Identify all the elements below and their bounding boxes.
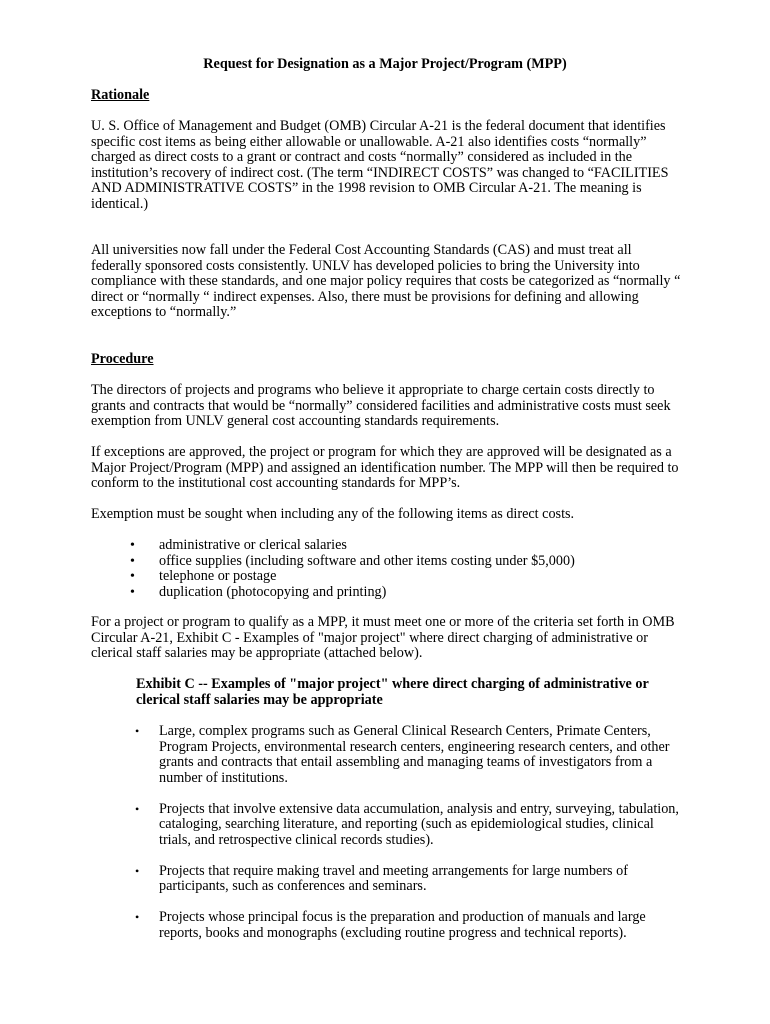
procedure-paragraph-1: The directors of projects and programs who believe it appropriate to charge certain costs directly to grants and contracts that would be “normally” considered facilities and administrative costs must seek exemption from UNLV general cost accounting standards requirements. — [91, 382, 671, 429]
list-item — [0, 724, 681, 786]
rationale-paragraph-1: U. S. Office of Management and Budget (OMB) Circular A-21 is the federal document that identifies specific cost items as being either allowable or unallowable. A-21 also identifies costs “normally” charged as direct costs to a grant or contract and costs “normally” considered as included in the institution’s recovery of indirect cost. (The term “INDIRECT COSTS” was changed to “FACILITIES AND ADMINISTRATIVE COSTS” in the 1998 revision to OMB Circular A-21. The meaning is identical.) — [91, 118, 669, 212]
bullet-icon: • — [130, 538, 135, 553]
procedure-paragraph-4: For a project or program to qualify as a MPP, it must meet one or more of the criteria set forth in OMB Circular A-21, Exhibit C - Examples of "major project" where direct charging of administrative or clerical staff salaries may be appropriate (attached below). — [91, 614, 675, 661]
procedure-paragraph-3: Exemption must be sought when including any of the following items as direct costs. — [91, 506, 575, 522]
list-item-text: office supplies (including software and other items costing under $5,000) — [159, 552, 575, 569]
procedure-heading: Procedure — [91, 351, 154, 367]
direct-cost-item-list — [0, 538, 681, 600]
list-item-text: Projects that involve extensive data accumulation, analysis and entry, surveying, tabulation, cataloging, searching literature, and reporting (such as epidemiological studies, clinical trials, and retrospective clinical records studies). — [159, 800, 679, 848]
exhibit-example-list — [0, 724, 681, 941]
list-item-text: Projects that require making travel and meeting arrangements for large numbers of participants, such as conferences and seminars. — [159, 862, 628, 894]
list-item-text: telephone or postage — [159, 568, 277, 584]
rationale-heading: Rationale — [91, 87, 150, 103]
page-title: Request for Designation as a Major Project/Program (MPP) — [203, 56, 567, 72]
list-item — [0, 554, 681, 570]
exhibit-heading: Exhibit C -- Examples of "major project" where direct charging of administrative or clerical staff salaries may be appropriate — [136, 676, 649, 708]
bullet-icon: • — [135, 724, 140, 738]
list-item — [0, 910, 681, 941]
bullet-icon: • — [130, 569, 135, 584]
bullet-icon: • — [135, 910, 140, 924]
list-item-text: Large, complex programs such as General Clinical Research Centers, Primate Centers, Program Projects, environmental research centers, engineering research centers, and other grants and contracts that entail assembling and managing teams of investigators from a number of institutions. — [159, 723, 670, 786]
list-item-text: Projects whose principal focus is the preparation and production of manuals and large reports, books and monographs (excluding routine progress and technical reports). — [159, 909, 646, 941]
list-item — [0, 864, 681, 895]
list-item — [0, 585, 681, 601]
bullet-icon: • — [130, 553, 135, 569]
list-item-text: administrative or clerical salaries — [159, 537, 347, 553]
bullet-icon: • — [130, 584, 135, 600]
list-item — [0, 569, 681, 585]
bullet-icon: • — [135, 863, 140, 878]
list-item — [0, 538, 681, 554]
list-item — [0, 802, 681, 849]
rationale-paragraph-2: All universities now fall under the Federal Cost Accounting Standards (CAS) and must treat all federally sponsored costs consistently. UNLV has developed policies to bring the University into compliance with these standards, and one major policy requires that costs be categorized as “normally “ direct or “normally “ indirect expenses. Also, there must be provisions for defining and allowing exceptions to “normally.” — [91, 242, 681, 320]
list-item-text: duplication (photocopying and printing) — [159, 583, 387, 600]
bullet-icon: • — [135, 801, 140, 816]
procedure-paragraph-2: If exceptions are approved, the project or program for which they are approved will be designated as a Major Project/Program (MPP) and assigned an identification number. The MPP will then be required to conform to the institutional cost accounting standards for MPP’s. — [91, 444, 679, 491]
